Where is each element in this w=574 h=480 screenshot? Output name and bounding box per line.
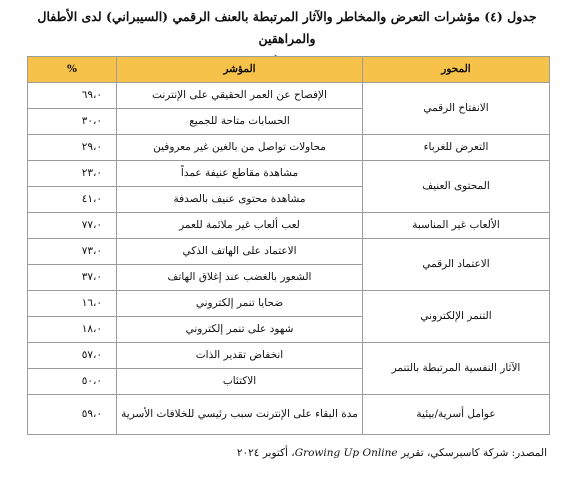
header-indicator: المؤشر: [117, 57, 363, 83]
indicator-cell: مدة البقاء على الإنترنت سبب رئيسي للخلافات الأسرية: [117, 395, 363, 435]
percent-cell: ٧٣،٠: [28, 239, 117, 265]
indicator-cell: محاولات تواصل من بالغين غير معروفين: [117, 135, 363, 161]
table-row: [28, 343, 550, 369]
axis-cell: الآثار النفسية المرتبطة بالتنمر: [363, 343, 550, 395]
indicator-cell: مشاهدة مقاطع عنيفة عمداً: [117, 161, 363, 187]
indicator-cell: لعب ألعاب غير ملائمة للعمر: [117, 213, 363, 239]
indicator-cell: الحسابات متاحة للجميع: [117, 109, 363, 135]
axis-cell: التنمر الإلكتروني: [363, 291, 550, 343]
source-note: [237, 447, 547, 459]
axis-cell: عوامل أسرية/بيئية: [363, 395, 550, 435]
percent-cell: ٢٩،٠: [28, 135, 117, 161]
indicator-cell: شهود على تنمر إلكتروني: [117, 317, 363, 343]
indicator-cell: انخفاض تقدير الذات: [117, 343, 363, 369]
percent-cell: ٣٠،٠: [28, 109, 117, 135]
table-row: [28, 239, 550, 265]
axis-cell: الانفتاح الرقمي: [363, 83, 550, 135]
percent-cell: ٥٧،٠: [28, 343, 117, 369]
indicators-table: [27, 56, 550, 435]
percent-cell: ٥٠،٠: [28, 369, 117, 395]
indicator-cell: مشاهدة محتوى عنيف بالصدفة: [117, 187, 363, 213]
indicator-cell: ضحايا تنمر إلكتروني: [117, 291, 363, 317]
percent-cell: ٧٧،٠: [28, 213, 117, 239]
percent-cell: ١٨،٠: [28, 317, 117, 343]
table-row: [28, 83, 550, 109]
table-row: [28, 395, 550, 435]
percent-cell: ٤١،٠: [28, 187, 117, 213]
table-row: [28, 135, 550, 161]
indicator-cell: الإفصاح عن العمر الحقيقي على الإنترنت: [117, 83, 363, 109]
source-suffix: ، أكتوبر ٢٠٢٤: [236, 447, 295, 459]
indicator-cell: الاعتماد على الهاتف الذكي: [117, 239, 363, 265]
axis-cell: الاعتماد الرقمي: [363, 239, 550, 291]
percent-cell: ٥٩،٠: [28, 395, 117, 435]
axis-cell: التعرض للغرباء: [363, 135, 550, 161]
table-row: [28, 213, 550, 239]
source-prefix: المصدر: شركة كاسبرسكي، تقرير: [400, 447, 547, 459]
table-row: [28, 291, 550, 317]
axis-cell: المحتوى العنيف: [363, 161, 550, 213]
source-report-name: Growing Up Online: [294, 447, 398, 459]
table-header-row: [28, 57, 550, 83]
header-percent: %: [28, 57, 117, 83]
axis-cell: الألعاب غير المناسبة: [363, 213, 550, 239]
percent-cell: ١٦،٠: [28, 291, 117, 317]
percent-cell: ٦٩،٠: [28, 83, 117, 109]
percent-cell: ٣٧،٠: [28, 265, 117, 291]
percent-cell: ٢٣،٠: [28, 161, 117, 187]
indicator-cell: الاكتئاب: [117, 369, 363, 395]
header-axis: المحور: [363, 57, 550, 83]
table-title-line1: جدول (٤) مؤشرات التعرض والمخاطر والآثار المرتبطة بالعنف الرقمي (السيبراني) لدى الأطفال والمراهقين: [37, 9, 537, 46]
indicator-cell: الشعور بالغضب عند إغلاق الهاتف: [117, 265, 363, 291]
table-row: [28, 161, 550, 187]
